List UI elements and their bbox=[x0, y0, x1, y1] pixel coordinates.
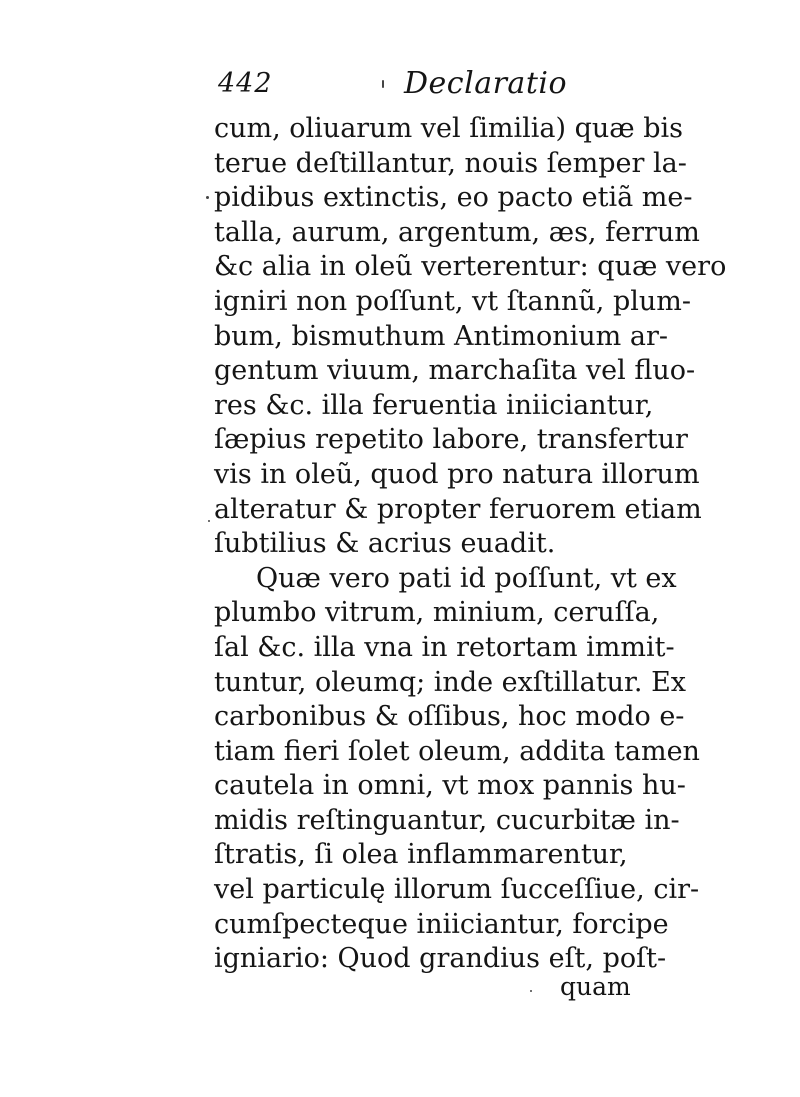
text-line: pidibus extinctis, eo pacto etiã me- bbox=[214, 182, 693, 214]
page-header bbox=[218, 68, 658, 108]
text-line: vel particulę illorum ſucceſſiue, cir- bbox=[214, 874, 700, 906]
text-line: vis in oleũ, quod pro natura illorum bbox=[214, 458, 700, 490]
text-line: bum, bismuthum Antimonium ar- bbox=[214, 320, 668, 352]
text-line: talla, aurum, argentum, æs, ferrum bbox=[214, 216, 700, 248]
page-number: 442 bbox=[218, 68, 273, 99]
text-line: igniri non poſſunt, vt ſtannũ, plum- bbox=[214, 285, 691, 317]
text-line: cum, oliuarum vel ſimilia) quæ bis bbox=[214, 113, 683, 144]
text-line: carbonibus & oſſibus, hoc modo e- bbox=[214, 701, 685, 733]
text-line: cumſpecteque iniiciantur, forcipe bbox=[214, 908, 669, 940]
text-line: tiam fieri ſolet oleum, addita tamen bbox=[214, 735, 700, 767]
text-line: alteratur & propter feruorem etiam bbox=[214, 493, 702, 525]
text-line: ſæpius repetito labore, transfertur bbox=[214, 424, 688, 456]
text-line: terue deſtillantur, nouis ſemper la- bbox=[214, 147, 687, 179]
text-line: plumbo vitrum, minium, ceruſſa, bbox=[214, 597, 660, 629]
text-line: igniario: Quod grandius eſt, poſt- bbox=[214, 943, 667, 975]
ink-speck bbox=[382, 80, 384, 88]
body-text bbox=[214, 112, 727, 977]
ink-speck bbox=[206, 196, 209, 199]
text-line: res &c. illa feruentia iniiciantur, bbox=[214, 389, 654, 421]
text-line: ſal &c. illa vna in retortam immit- bbox=[214, 631, 675, 663]
text-line: ſtratis, ſi olea inflammarentur, bbox=[214, 839, 628, 871]
catchword: quam bbox=[560, 972, 631, 1001]
paragraph-start-line: Quæ vero pati id poſſunt, vt ex bbox=[256, 562, 677, 594]
ink-speck bbox=[208, 520, 210, 522]
text-line: tuntur, oleumq; inde exſtillatur. Ex bbox=[214, 666, 686, 698]
text-line: gentum viuum, marchaſita vel fluo- bbox=[214, 355, 696, 387]
text-line: midis reſtinguantur, cucurbitæ in- bbox=[214, 804, 680, 836]
text-line: cautela in omni, vt mox pannis hu- bbox=[214, 770, 686, 802]
text-line: &c alia in oleũ verterentur: quæ vero bbox=[214, 251, 727, 283]
running-head: Declaratio bbox=[404, 66, 568, 101]
text-line: ſubtilius & acrius euadit. bbox=[214, 528, 556, 560]
ink-speck bbox=[530, 990, 532, 992]
